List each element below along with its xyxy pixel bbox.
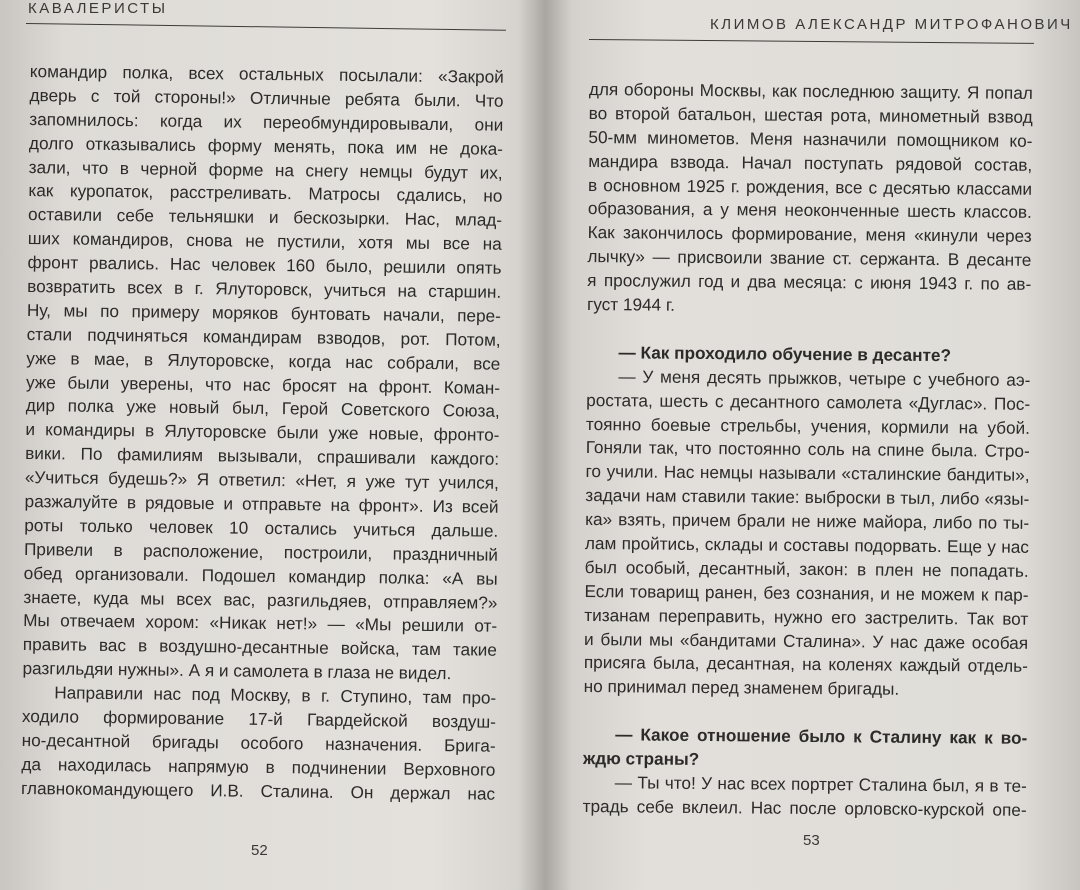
text-line: был особый, десантный, закон: в плен не попадать.	[584, 556, 1029, 581]
text-line: ростата, шесть с десантного самолета «Дуглас». Пос-	[586, 389, 1031, 414]
text-line: главнокомандующего И.В. Сталина. Он держал нас	[20, 777, 496, 804]
text-line: но-десантной бригады особого назначения. Брига-	[21, 729, 496, 756]
running-head-left: КАВАЛЕРИСТЫ	[28, 0, 168, 17]
text-line: разжалуйте в рядовые и отправьте на фронт». Из всей	[24, 490, 499, 517]
text-line: лам пройтись, склады и составы подорвать. Еще у нас	[584, 533, 1030, 557]
text-line: — Ты что! У нас всех портрет Сталина был, я в те-	[614, 772, 1027, 796]
text-line: ка» взять, причем брали не ниже майора, либо по ты-	[585, 509, 1030, 533]
interview-question-line: ждю страны?	[582, 748, 700, 770]
text-line: зали, что в черной форме на снегу немцы будут их,	[28, 156, 503, 183]
text-line: и командиры в Ялуторовске были уже новые, фронто-	[25, 419, 500, 446]
text-line: возвратить всех в г. Ялуторовск, учиться на старшин.	[27, 275, 502, 302]
text-line: Привели в расположение, построили, праздничный	[23, 538, 499, 565]
text-line: уже в мае, в Ялуторовске, когда нас собрали, все	[26, 347, 501, 374]
text-line: для обороны Москвы, как последнюю защиту. Я попал	[588, 78, 1033, 103]
text-line: вики. По фамилиям вызывали, спрашивали каждого:	[25, 443, 500, 470]
text-line: Если товарищ ранен, без сознания, и не можем к пар-	[584, 580, 1029, 605]
text-line: Ну, мы по примеру моряков бунтовать начали, пере-	[26, 299, 502, 326]
text-line: Мы отвечаем хором: «Никак нет!» — «Мы решили от-	[23, 610, 498, 637]
text-line: тизанам переправить, нужно его застрелить. Так вот	[584, 604, 1029, 629]
text-line: ших командиров, снова не пустили, хотя мы все на	[27, 228, 502, 255]
text-line: разгильдяи нужны». А я и самолета в глаза не видел.	[22, 658, 452, 684]
text-line: лычку» — присвоили звание ст. сержанта. В десанте	[587, 246, 1032, 271]
interview-question-line: — Какое отношение было к Сталину как к во-	[615, 724, 1028, 749]
text-line: стали подчиняться командирам взводов, рот. Потом,	[26, 323, 501, 350]
text-line: фронт рвались. Нас человек 160 было, решили опять	[27, 252, 502, 278]
text-line: — У меня десять прыжков, четыре с учебного аэ-	[618, 366, 1031, 390]
header-rule-left	[26, 23, 506, 31]
text-line: Направили нас под Москву, в г. Ступино, там про-	[54, 682, 497, 708]
page-number-right: 53	[803, 832, 820, 849]
text-line: ходило формирование 17-й Гвардейской воздуш-	[21, 705, 497, 732]
page-number-left: 52	[251, 842, 268, 859]
text-line: как куропаток, расстреливать. Матросы сдались, но	[28, 180, 503, 207]
text-line: уже были уверены, что нас бросят на фронт. Коман-	[25, 371, 501, 398]
text-line: тоянно боевые стрельбы, учения, кормили на убой.	[585, 413, 1031, 438]
text-line: образования, а у меня неоконченные шесть классов.	[587, 198, 1032, 223]
text-line: править вас в воздушно-десантные войска, там такие	[22, 634, 497, 661]
text-line: Как закончилось формирование, меня «кинули через	[587, 222, 1032, 247]
text-line: дир полка уже новый был, Герой Советского Союза,	[25, 395, 500, 422]
text-line: во второй батальон, шестая рота, минометный взвод	[588, 102, 1033, 127]
text-line: го учили. Нас немцы называли «сталинские бандиты»,	[585, 461, 1030, 486]
text-line: да находилась напрямую в подчинении Верховного	[21, 753, 496, 780]
text-line: «Учиться будешь?» Я ответил: «Нет, я уже тут учился,	[24, 467, 499, 493]
text-line: 50-мм минометов. Меня назначили помощником ко-	[588, 126, 1033, 151]
text-line: обед организовали. Подошел командир полка: «А вы	[23, 562, 498, 589]
right-page	[545, 0, 1080, 890]
left-page-body	[21, 60, 504, 806]
right-page-body	[583, 78, 1033, 823]
text-line: роты только человек 10 остались учиться дальше.	[24, 514, 499, 541]
text-line: командир полка, всех остальных посылали: «Закрой	[29, 60, 504, 87]
interview-question-line: — Как проходило обучение в десанте?	[618, 342, 952, 366]
text-line: присяга была, десантная, на коленях каждый отдель-	[583, 652, 1028, 677]
text-line: дверь с той стороны!» Отличные ребята были. Что	[29, 84, 504, 111]
text-line: в основном 1925 г. рождения, все с десятью классами	[587, 174, 1033, 199]
text-line: но принимал перед знаменем бригады.	[583, 676, 900, 700]
text-line: Гоняли так, что постоянно соль на спине была. Стро-	[585, 437, 1030, 462]
text-line: задачи нам ставили такие: выброски в тыл, либо «язы-	[585, 485, 1030, 510]
header-rule-right	[589, 39, 1034, 44]
running-head-right: КЛИМОВ АЛЕКСАНДР МИТРОФАНОВИЧ	[710, 16, 1073, 33]
text-line: густ 1944 г.	[586, 294, 675, 315]
text-line: я прослужил год и два месяца: с июня 1943 г. по ав-	[587, 270, 1032, 294]
text-line: запомнилось: когда их переобмундировывали, они	[29, 108, 504, 135]
text-line: мандира взвода. Начал поступать рядовой состав,	[588, 150, 1033, 175]
text-line: долго отказывались форму менять, пока им не дока-	[28, 132, 504, 159]
text-line: знаете, куда мы всех вас, разгильдяев, отправляем?»	[23, 586, 498, 613]
text-line: оставили себе тельняшки и бескозырки. Нас, млад-	[27, 204, 503, 231]
text-line: и были мы «бандитами Сталина». У нас даже особая	[584, 628, 1029, 653]
text-line: традь себе вклеил. Нас после орловско-курской опе-	[582, 795, 1027, 820]
